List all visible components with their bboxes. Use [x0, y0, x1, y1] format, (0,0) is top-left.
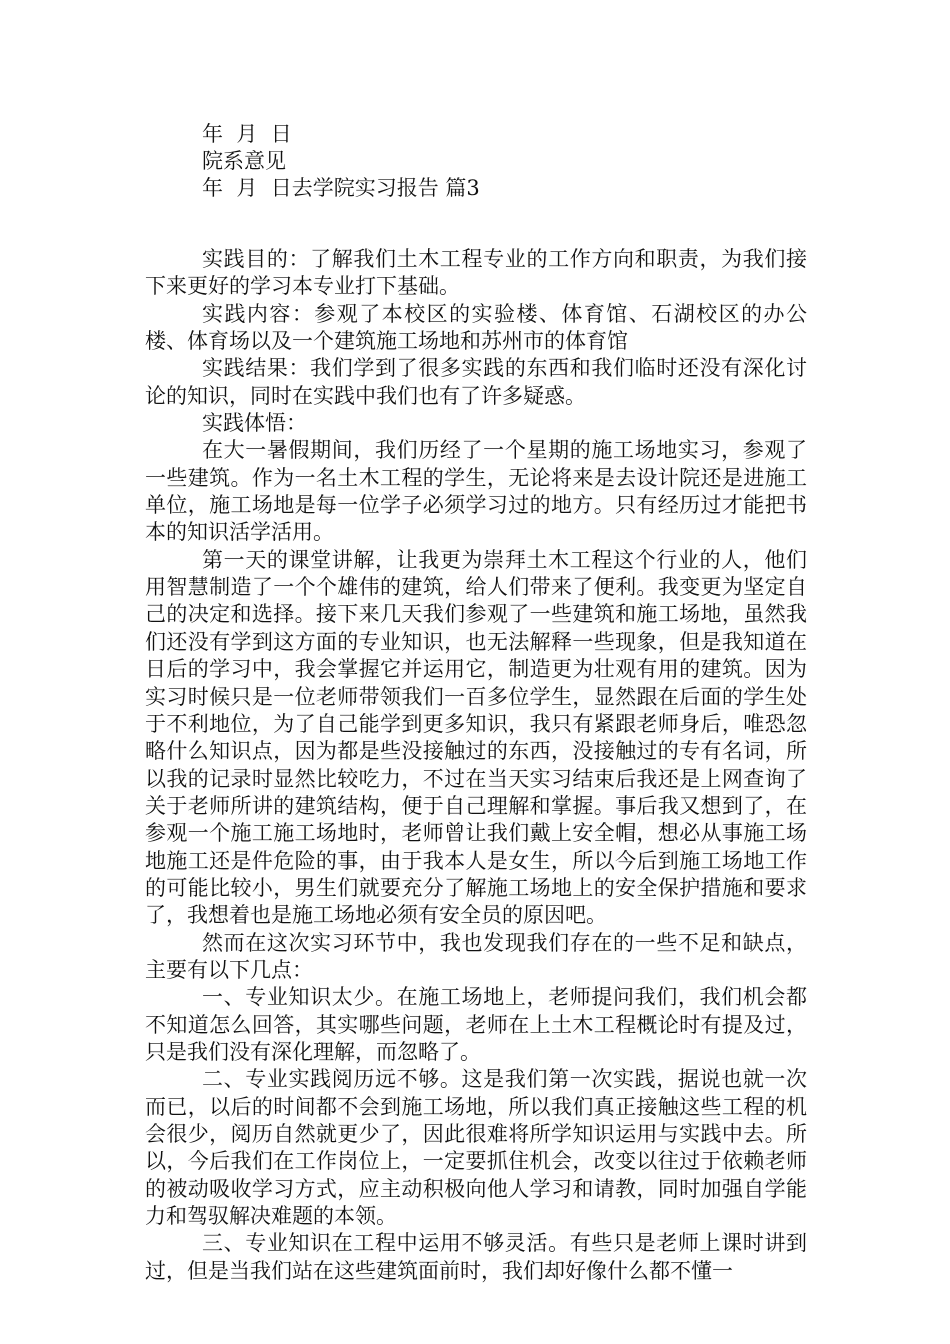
department-opinion-label: 院系意见 — [202, 149, 286, 173]
paragraph-point-three: 三、专业知识在工程中运用不够灵活。有些只是老师上课时讲到过，但是当我们站在这些建筑面前时，我们却好像什么都不懂一 — [145, 1231, 807, 1283]
section-title: 年 月 日去学院实习报告 篇3 — [202, 176, 480, 200]
paragraph-reflection-heading: 实践体悟： — [202, 411, 307, 436]
paragraph-point-one: 一、专业知识太少。在施工场地上，老师提问我们，我们机会都不知道怎么回答，其实哪些问题，老师在上土木工程概论时有提及过，只是我们没有深化理解，而忽略了。 — [145, 985, 807, 1064]
report-body — [145, 246, 807, 1285]
signature-block — [202, 121, 802, 202]
paragraph-shortcomings-intro: 然而在这次实习环节中，我也发现我们存在的一些不足和缺点，主要有以下几点： — [145, 930, 807, 982]
paragraph-content: 实践内容：参观了本校区的实验楼、体育馆、石湖校区的办公楼、体育场以及一个建筑施工场地和苏州市的体育馆 — [145, 301, 807, 354]
paragraph-point-two: 二、专业实践阅历远不够。这是我们第一次实践，据说也就一次而已，以后的时间都不会到施工场地，所以我们真正接触这些工程的机会很少，阅历自然就更少了，因此很难将所学知识运用与实践中去。所以，今后我们在工作岗位上，一定要抓住机会，改变以往过于依赖老师的被动吸收学习方式，应主动积极向他人学习和请教，同时加强自学能力和驾驭解决难题的本领。 — [145, 1067, 807, 1229]
paragraph-results: 实践结果：我们学到了很多实践的东西和我们临时还没有深化讨论的知识，同时在实践中我们也有了许多疑惑。 — [145, 356, 807, 408]
paragraph-purpose: 实践目的：了解我们土木工程专业的工作方向和职责，为我们接下来更好的学习本专业打下基础。 — [145, 247, 807, 299]
paragraph-summer-internship: 在大一暑假期间，我们历经了一个星期的施工场地实习，参观了一些建筑。作为一名土木工程的学生，无论将来是去设计院还是进施工单位，施工场地是每一位学子必须学习过的地方。只有经历过才能把书本的知识活学活用。 — [145, 438, 807, 545]
paragraph-first-day: 第一天的课堂讲解，让我更为崇拜土木工程这个行业的人，他们用智慧制造了一个个雄伟的建筑，给人们带来了便利。我变更为坚定自己的决定和选择。接下来几天我们参观了一些建筑和施工场地，虽然我们还没有学到这方面的专业知识，也无法解释一些现象，但是我知道在日后的学习中，我会掌握它并运用它，制造更为壮观有用的建筑。因为实习时候只是一位老师带领我们一百多位学生，显然跟在后面的学生处于不利地位，为了自己能学到更多知识，我只有紧跟老师身后，唯恐忽略什么知识点，因为都是些没接触过的东西，没接触过的专有名词，所以我的记录时显然比较吃力，不过在当天实习结束后我还是上网查询了关于老师所讲的建筑结构，便于自己理解和掌握。事后我又想到了，在参观一个施工施工场地时，老师曾让我们戴上安全帽，想必从事施工场地施工还是件危险的事，由于我本人是女生，所以今后到施工场地工作的可能比较小，男生们就要充分了解施工场地上的安全保护措施和要求了，我想着也是施工场地必须有安全员的原因吧。 — [145, 547, 807, 928]
date-line: 年 月 日 — [202, 122, 292, 146]
